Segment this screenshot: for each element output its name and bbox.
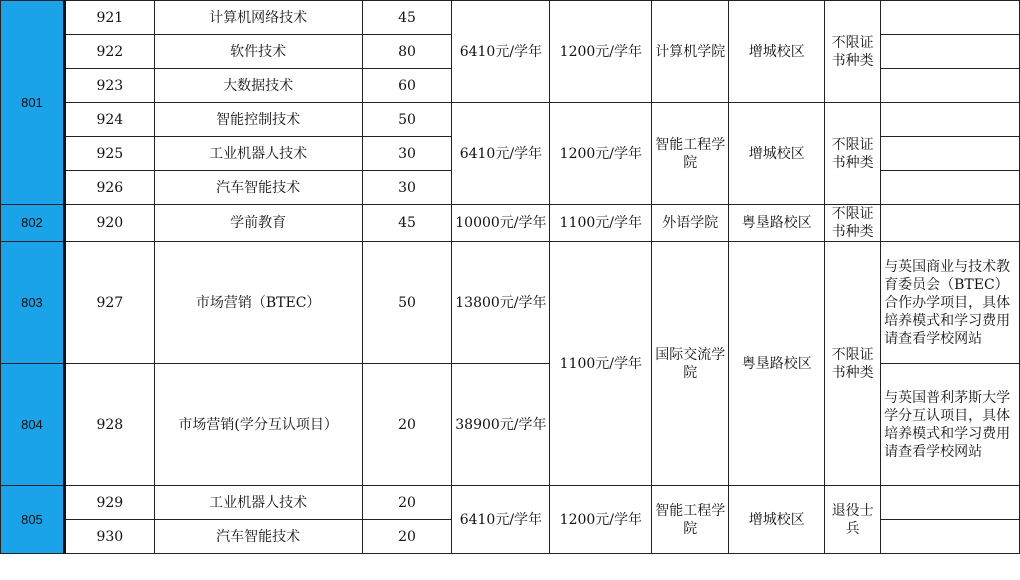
quota-cell: 30 xyxy=(362,171,452,205)
note-cell xyxy=(881,205,1020,242)
major-id-cell: 920 xyxy=(64,205,154,242)
major-name-cell: 智能控制技术 xyxy=(154,103,362,137)
certificate-cell: 不限证书种类 xyxy=(825,242,881,486)
certificate-cell: 退役士兵 xyxy=(825,486,881,554)
major-id-cell: 929 xyxy=(64,486,154,520)
certificate-cell: 不限证书种类 xyxy=(825,1,881,103)
table-row xyxy=(1,1,1020,35)
campus-cell: 粤垦路校区 xyxy=(729,242,825,486)
tuition-cell: 6410元/学年 xyxy=(452,1,550,103)
table-row xyxy=(1,242,1020,364)
quota-cell: 45 xyxy=(362,1,452,35)
dorm-fee-cell: 1200元/学年 xyxy=(550,1,652,103)
table-row xyxy=(1,486,1020,520)
college-cell: 国际交流学院 xyxy=(652,242,729,486)
quota-cell: 20 xyxy=(362,486,452,520)
major-name-cell: 大数据技术 xyxy=(154,69,362,103)
major-id-cell: 930 xyxy=(64,520,154,554)
group-code-cell: 803 xyxy=(1,242,65,364)
major-name-cell: 计算机网络技术 xyxy=(154,1,362,35)
quota-cell: 30 xyxy=(362,137,452,171)
note-cell: 与英国商业与技术教育委员会（BTEC）合作办学项目，具体培养模式和学习费用请查看学校网站 xyxy=(881,242,1020,364)
quota-cell: 50 xyxy=(362,103,452,137)
certificate-cell: 不限证书种类 xyxy=(825,103,881,205)
tuition-cell: 6410元/学年 xyxy=(452,103,550,205)
note-cell xyxy=(881,69,1020,103)
group-code-cell: 804 xyxy=(1,364,65,486)
major-name-cell: 学前教育 xyxy=(154,205,362,242)
college-cell: 智能工程学院 xyxy=(652,486,729,554)
dorm-fee-cell: 1100元/学年 xyxy=(550,205,652,242)
major-name-cell: 软件技术 xyxy=(154,35,362,69)
group-code-cell: 805 xyxy=(1,486,65,554)
dorm-fee-cell: 1200元/学年 xyxy=(550,103,652,205)
major-id-cell: 926 xyxy=(64,171,154,205)
group-code-cell: 802 xyxy=(1,205,65,242)
major-id-cell: 924 xyxy=(64,103,154,137)
note-cell xyxy=(881,171,1020,205)
note-cell xyxy=(881,137,1020,171)
dorm-fee-cell: 1200元/学年 xyxy=(550,486,652,554)
note-cell xyxy=(881,103,1020,137)
quota-cell: 80 xyxy=(362,35,452,69)
campus-cell: 增城校区 xyxy=(729,1,825,103)
major-name-cell: 工业机器人技术 xyxy=(154,137,362,171)
major-name-cell: 汽车智能技术 xyxy=(154,171,362,205)
major-name-cell: 市场营销（BTEC） xyxy=(154,242,362,364)
table-row xyxy=(1,103,1020,137)
major-name-cell: 汽车智能技术 xyxy=(154,520,362,554)
quota-cell: 20 xyxy=(362,520,452,554)
tuition-cell: 10000元/学年 xyxy=(452,205,550,242)
group-code-cell: 801 xyxy=(1,1,65,205)
college-cell: 外语学院 xyxy=(652,205,729,242)
tuition-cell: 13800元/学年 xyxy=(452,242,550,364)
college-cell: 智能工程学院 xyxy=(652,103,729,205)
college-cell: 计算机学院 xyxy=(652,1,729,103)
major-id-cell: 922 xyxy=(64,35,154,69)
quota-cell: 50 xyxy=(362,242,452,364)
campus-cell: 增城校区 xyxy=(729,486,825,554)
quota-cell: 60 xyxy=(362,69,452,103)
major-name-cell: 工业机器人技术 xyxy=(154,486,362,520)
quota-cell: 20 xyxy=(362,364,452,486)
major-id-cell: 928 xyxy=(64,364,154,486)
note-cell xyxy=(881,486,1020,520)
major-id-cell: 921 xyxy=(64,1,154,35)
tuition-cell: 6410元/学年 xyxy=(452,486,550,554)
table-row xyxy=(1,205,1020,242)
note-cell xyxy=(881,1,1020,35)
note-cell xyxy=(881,35,1020,69)
campus-cell: 增城校区 xyxy=(729,103,825,205)
certificate-cell: 不限证书种类 xyxy=(825,205,881,242)
campus-cell: 粤垦路校区 xyxy=(729,205,825,242)
major-id-cell: 923 xyxy=(64,69,154,103)
major-name-cell: 市场营销(学分互认项目） xyxy=(154,364,362,486)
dorm-fee-cell: 1100元/学年 xyxy=(550,242,652,486)
note-cell xyxy=(881,520,1020,554)
note-cell: 与英国普利茅斯大学学分互认项目，具体培养模式和学习费用请查看学校网站 xyxy=(881,364,1020,486)
tuition-cell: 38900元/学年 xyxy=(452,364,550,486)
quota-cell: 45 xyxy=(362,205,452,242)
major-id-cell: 925 xyxy=(64,137,154,171)
major-id-cell: 927 xyxy=(64,242,154,364)
